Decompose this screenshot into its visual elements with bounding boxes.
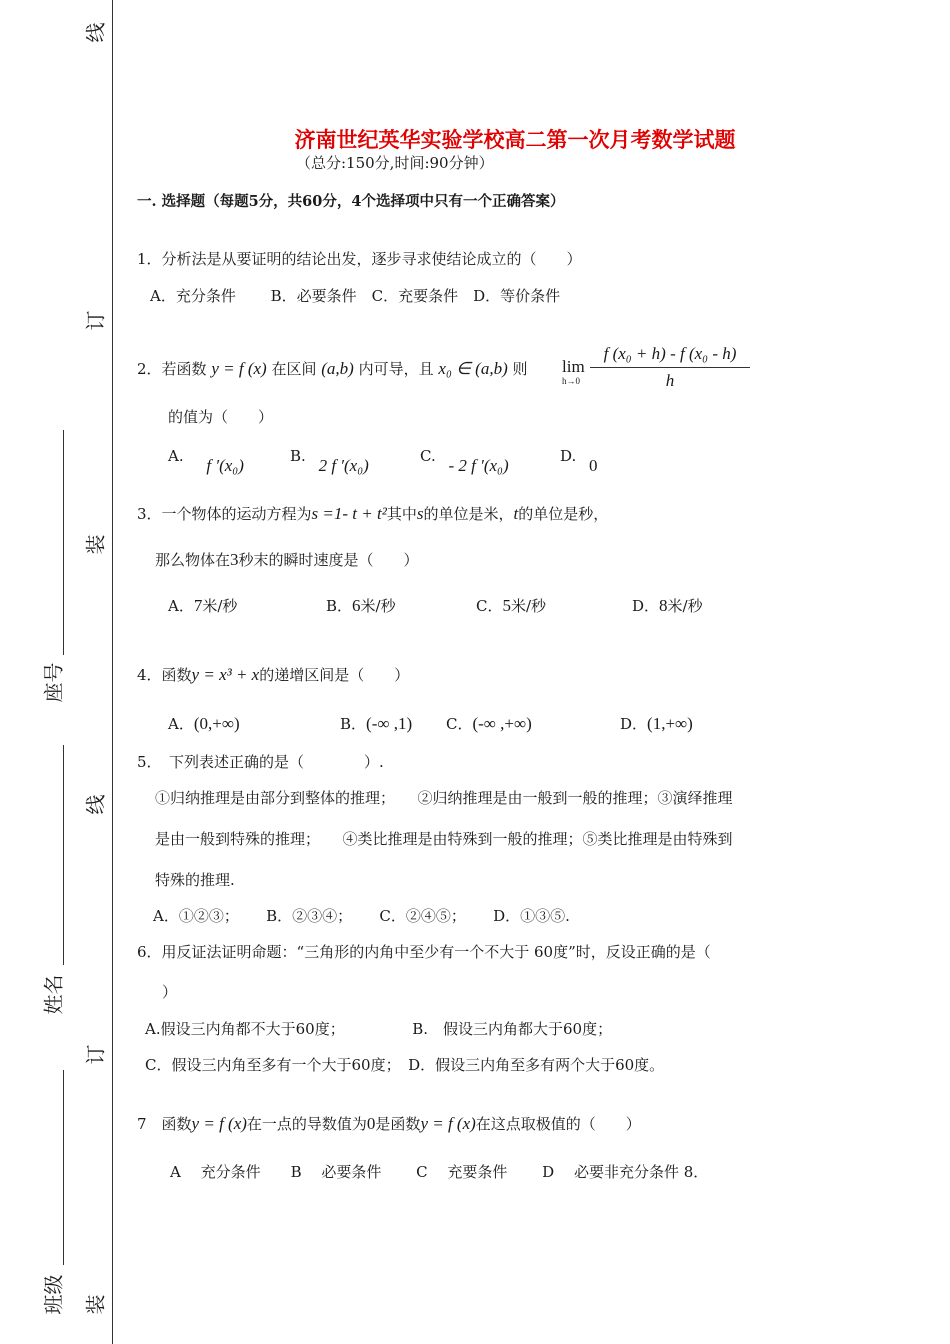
question-3-option-c: C．5米/秒 — [476, 596, 547, 615]
question-6-stem: 6．用反证法证明命题：“三角形的内角中至少有一个不大于 60度”时，反设正确的是（ — [137, 943, 711, 961]
question-6-options-ab: A.假设三内角都不大于60度； B. 假设三内角都大于60度； — [145, 1020, 613, 1038]
question-3-option-a: A．7米/秒 — [168, 596, 238, 615]
question-5-line2: 是由一般到特殊的推理； ④类比推理是由特殊到一般的推理；⑤类比推理是由特殊到 — [155, 830, 733, 848]
question-5-line3: 特殊的推理. — [155, 871, 235, 889]
question-4-option-b: B．(-∞ ,1) — [340, 714, 413, 733]
question-3-stem: 3．一个物体的运动方程为s =1- t + t²其中s的单位是米，t的单位是秒， — [137, 504, 609, 523]
page-title: 济南世纪英华实验学校高二第一次月考数学试题 — [294, 127, 736, 152]
question-3-option-d: D．8米/秒 — [632, 596, 703, 615]
limit-subscript: h→0 — [562, 376, 580, 386]
binding-mark: 订 — [83, 1044, 108, 1065]
binding-mark: 订 — [83, 310, 108, 331]
class-label: 班级 — [41, 1274, 66, 1315]
page-subtitle: （总分:150分,时间:90分钟） — [296, 154, 494, 172]
question-7-options: A 充分条件 B 必要条件 C 充要条件 D 必要非充分条件 8． — [170, 1163, 709, 1181]
question-2-option-b: B. 2 f ′(x₀) — [290, 447, 369, 475]
binding-mark: 装 — [83, 1294, 108, 1315]
question-4-stem: 4．函数y = x³ + x的递增区间是（ ） — [137, 665, 410, 684]
seat-label: 座号 — [41, 662, 66, 703]
binding-line — [112, 0, 113, 1344]
question-5-line1: ①归纳推理是由部分到整体的推理； ②归纳推理是由一般到一般的推理；③演绎推理 — [155, 789, 733, 807]
question-5-stem: 5． 下列表述正确的是（ ）. — [137, 753, 384, 771]
question-3-line2: 那么物体在3秒末的瞬时速度是（ ） — [155, 550, 419, 569]
fraction-expression — [590, 344, 750, 391]
name-label: 姓名 — [41, 974, 66, 1015]
question-6-options-cd: C．假设三内角至多有一个大于60度； D．假设三内角至多有两个大于60度。 — [145, 1056, 665, 1074]
fraction-numerator: f (x₀ + h) - f (x₀ - h) — [590, 344, 750, 368]
question-1-options: A．充分条件 B．必要条件 C．充要条件 D．等价条件 — [150, 287, 561, 305]
binding-mark: 线 — [83, 22, 108, 43]
question-3-option-b: B．6米/秒 — [326, 596, 396, 615]
question-7-stem: 7 函数y = f (x)在一点的导数值为0是函数y = f (x)在这点取极值的（ ） — [137, 1114, 641, 1133]
binding-mark: 装 — [83, 534, 108, 555]
section-heading: 一. 选择题（每题5分，共60分，4个选择项中只有一个正确答案） — [137, 193, 565, 210]
limit-symbol: lim — [562, 357, 585, 376]
question-2-stem: 2．若函数 y = f (x) 在区间 (a,b) 内可导，且 x₀ ∈ (a,b) 则 — [137, 359, 528, 378]
question-6-stem-cont: ） — [162, 983, 178, 1001]
question-1-stem: 1．分析法是从要证明的结论出发，逐步寻求使结论成立的（ ） — [137, 250, 582, 268]
question-2-option-d: D. 0 — [560, 447, 598, 475]
question-2-line2: 的值为（ ） — [168, 408, 274, 426]
question-2-option-c: C. - 2 f ′(x₀) — [420, 447, 509, 475]
question-4-option-c: C．(-∞ ,+∞) — [446, 714, 532, 733]
class-field-line — [63, 1070, 64, 1265]
fraction-denominator: h — [665, 371, 675, 390]
binding-mark: 线 — [83, 794, 108, 815]
question-4-option-d: D．(1,+∞) — [620, 714, 693, 733]
question-5-options: A．①②③； B．②③④； C．②④⑤； D．①③⑤. — [153, 907, 570, 925]
seat-field-line — [63, 430, 64, 655]
name-field-line — [63, 745, 64, 965]
question-2-option-a: A. f ′(x₀) — [168, 447, 244, 475]
question-4-option-a: A．(0,+∞) — [168, 714, 240, 733]
